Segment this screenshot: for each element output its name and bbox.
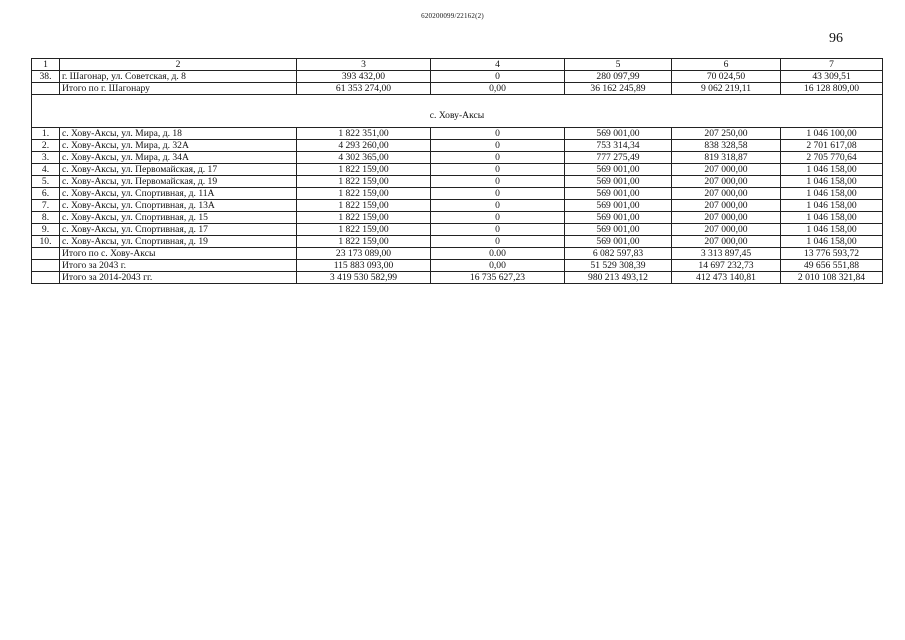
row-value: 1 822 351,00 (297, 128, 431, 140)
row-value: 0 (431, 152, 565, 164)
table-row (32, 200, 883, 212)
row-number: 2. (32, 140, 60, 152)
column-header: 1 (32, 59, 60, 71)
column-header: 2 (60, 59, 297, 71)
row-value: 1 046 158,00 (781, 164, 883, 176)
row-address: с. Хову-Аксы, ул. Первомайская, д. 19 (60, 176, 297, 188)
row-value: 819 318,87 (672, 152, 781, 164)
row-value: 0.00 (431, 248, 565, 260)
section-title: с. Хову-Аксы (32, 95, 883, 128)
row-value: 49 656 551,88 (781, 260, 883, 272)
row-value: 569 001,00 (565, 128, 672, 140)
row-address: Итого за 2043 г. (60, 260, 297, 272)
row-value: 207 250,00 (672, 128, 781, 140)
row-value: 1 046 158,00 (781, 188, 883, 200)
column-header: 4 (431, 59, 565, 71)
row-value: 4 302 365,00 (297, 152, 431, 164)
table-row (32, 152, 883, 164)
row-value: 0 (431, 140, 565, 152)
row-value: 0 (431, 71, 565, 83)
row-value: 777 275,49 (565, 152, 672, 164)
row-value: 2 010 108 321,84 (781, 272, 883, 284)
row-value: 1 046 158,00 (781, 236, 883, 248)
row-number: 38. (32, 71, 60, 83)
row-value: 569 001,00 (565, 176, 672, 188)
row-value: 2 701 617,08 (781, 140, 883, 152)
table-row (32, 236, 883, 248)
row-address: с. Хову-Аксы, ул. Спортивная, д. 11А (60, 188, 297, 200)
row-number: 3. (32, 152, 60, 164)
row-value: 16 735 627,23 (431, 272, 565, 284)
row-value: 23 173 089,00 (297, 248, 431, 260)
total-row (32, 272, 883, 284)
row-address: г. Шагонар, ул. Советская, д. 8 (60, 71, 297, 83)
row-address: Итого по г. Шагонару (60, 83, 297, 95)
column-header: 7 (781, 59, 883, 71)
row-value: 569 001,00 (565, 164, 672, 176)
row-address: Итого за 2014-2043 гг. (60, 272, 297, 284)
row-value: 1 822 159,00 (297, 212, 431, 224)
row-value: 70 024,50 (672, 71, 781, 83)
row-value: 0 (431, 128, 565, 140)
row-address: с. Хову-Аксы, ул. Спортивная, д. 19 (60, 236, 297, 248)
row-address: с. Хову-Аксы, ул. Спортивная, д. 15 (60, 212, 297, 224)
row-address: с. Хову-Аксы, ул. Первомайская, д. 17 (60, 164, 297, 176)
row-address: с. Хову-Аксы, ул. Спортивная, д. 13А (60, 200, 297, 212)
row-number: 7. (32, 200, 60, 212)
table-row (32, 224, 883, 236)
table-row (32, 188, 883, 200)
row-value: 1 822 159,00 (297, 224, 431, 236)
row-value: 0 (431, 164, 565, 176)
row-value: 569 001,00 (565, 200, 672, 212)
row-value: 0 (431, 236, 565, 248)
row-value: 0 (431, 224, 565, 236)
row-value: 1 822 159,00 (297, 188, 431, 200)
row-value: 115 883 093,00 (297, 260, 431, 272)
table-row (32, 212, 883, 224)
row-value: 393 432,00 (297, 71, 431, 83)
row-number: 9. (32, 224, 60, 236)
row-value: 16 128 809,00 (781, 83, 883, 95)
table-row (32, 83, 883, 95)
row-value: 61 353 274,00 (297, 83, 431, 95)
row-address: с. Хову-Аксы, ул. Спортивная, д. 17 (60, 224, 297, 236)
table-header-row (32, 59, 883, 71)
row-value: 51 529 308,39 (565, 260, 672, 272)
row-address: с. Хову-Аксы, ул. Мира, д. 18 (60, 128, 297, 140)
row-address: Итого по с. Хову-Аксы (60, 248, 297, 260)
row-number: 6. (32, 188, 60, 200)
total-row (32, 248, 883, 260)
row-value: 0 (431, 200, 565, 212)
table-row (32, 140, 883, 152)
row-value: 1 822 159,00 (297, 176, 431, 188)
row-number: 1. (32, 128, 60, 140)
row-value: 207 000,00 (672, 236, 781, 248)
row-value: 3 313 897,45 (672, 248, 781, 260)
row-value: 14 697 232,73 (672, 260, 781, 272)
table-row (32, 176, 883, 188)
row-value: 0,00 (431, 260, 565, 272)
row-value: 0 (431, 188, 565, 200)
row-value: 980 213 493,12 (565, 272, 672, 284)
row-value: 207 000,00 (672, 188, 781, 200)
table-row (32, 164, 883, 176)
row-value: 207 000,00 (672, 176, 781, 188)
column-header: 5 (565, 59, 672, 71)
row-number (32, 260, 60, 272)
row-value: 4 293 260,00 (297, 140, 431, 152)
row-value: 1 822 159,00 (297, 236, 431, 248)
row-address: с. Хову-Аксы, ул. Мира, д. 32А (60, 140, 297, 152)
row-address: с. Хову-Аксы, ул. Мира, д. 34А (60, 152, 297, 164)
table-row (32, 71, 883, 83)
row-number: 4. (32, 164, 60, 176)
section-row (32, 95, 883, 128)
row-value: 753 314,34 (565, 140, 672, 152)
row-value: 280 097,99 (565, 71, 672, 83)
row-number: 8. (32, 212, 60, 224)
row-value: 0 (431, 176, 565, 188)
row-value: 6 082 597,83 (565, 248, 672, 260)
row-value: 1 046 158,00 (781, 200, 883, 212)
row-value: 2 705 770,64 (781, 152, 883, 164)
row-value: 569 001,00 (565, 224, 672, 236)
row-value: 207 000,00 (672, 212, 781, 224)
row-value: 1 822 159,00 (297, 164, 431, 176)
row-number: 10. (32, 236, 60, 248)
row-value: 412 473 140,81 (672, 272, 781, 284)
row-number (32, 272, 60, 284)
row-value: 569 001,00 (565, 212, 672, 224)
row-value: 1 046 158,00 (781, 224, 883, 236)
row-value: 569 001,00 (565, 236, 672, 248)
row-value: 569 001,00 (565, 188, 672, 200)
page-number: 96 (829, 31, 843, 46)
row-value: 0,00 (431, 83, 565, 95)
total-row (32, 260, 883, 272)
column-header: 6 (672, 59, 781, 71)
data-table (31, 58, 883, 284)
row-value: 1 046 158,00 (781, 212, 883, 224)
column-header: 3 (297, 59, 431, 71)
row-value: 3 419 530 582,99 (297, 272, 431, 284)
row-value: 43 309,51 (781, 71, 883, 83)
row-value: 207 000,00 (672, 164, 781, 176)
row-value: 36 162 245,89 (565, 83, 672, 95)
row-value: 207 000,00 (672, 224, 781, 236)
row-value: 838 328,58 (672, 140, 781, 152)
row-number (32, 83, 60, 95)
row-number (32, 248, 60, 260)
row-number: 5. (32, 176, 60, 188)
row-value: 9 062 219,11 (672, 83, 781, 95)
table-row (32, 128, 883, 140)
row-value: 1 046 158,00 (781, 176, 883, 188)
row-value: 1 046 100,00 (781, 128, 883, 140)
row-value: 207 000,00 (672, 200, 781, 212)
row-value: 13 776 593,72 (781, 248, 883, 260)
row-value: 0 (431, 212, 565, 224)
row-value: 1 822 159,00 (297, 200, 431, 212)
document-id: 620200099/22162(2) (421, 12, 484, 20)
